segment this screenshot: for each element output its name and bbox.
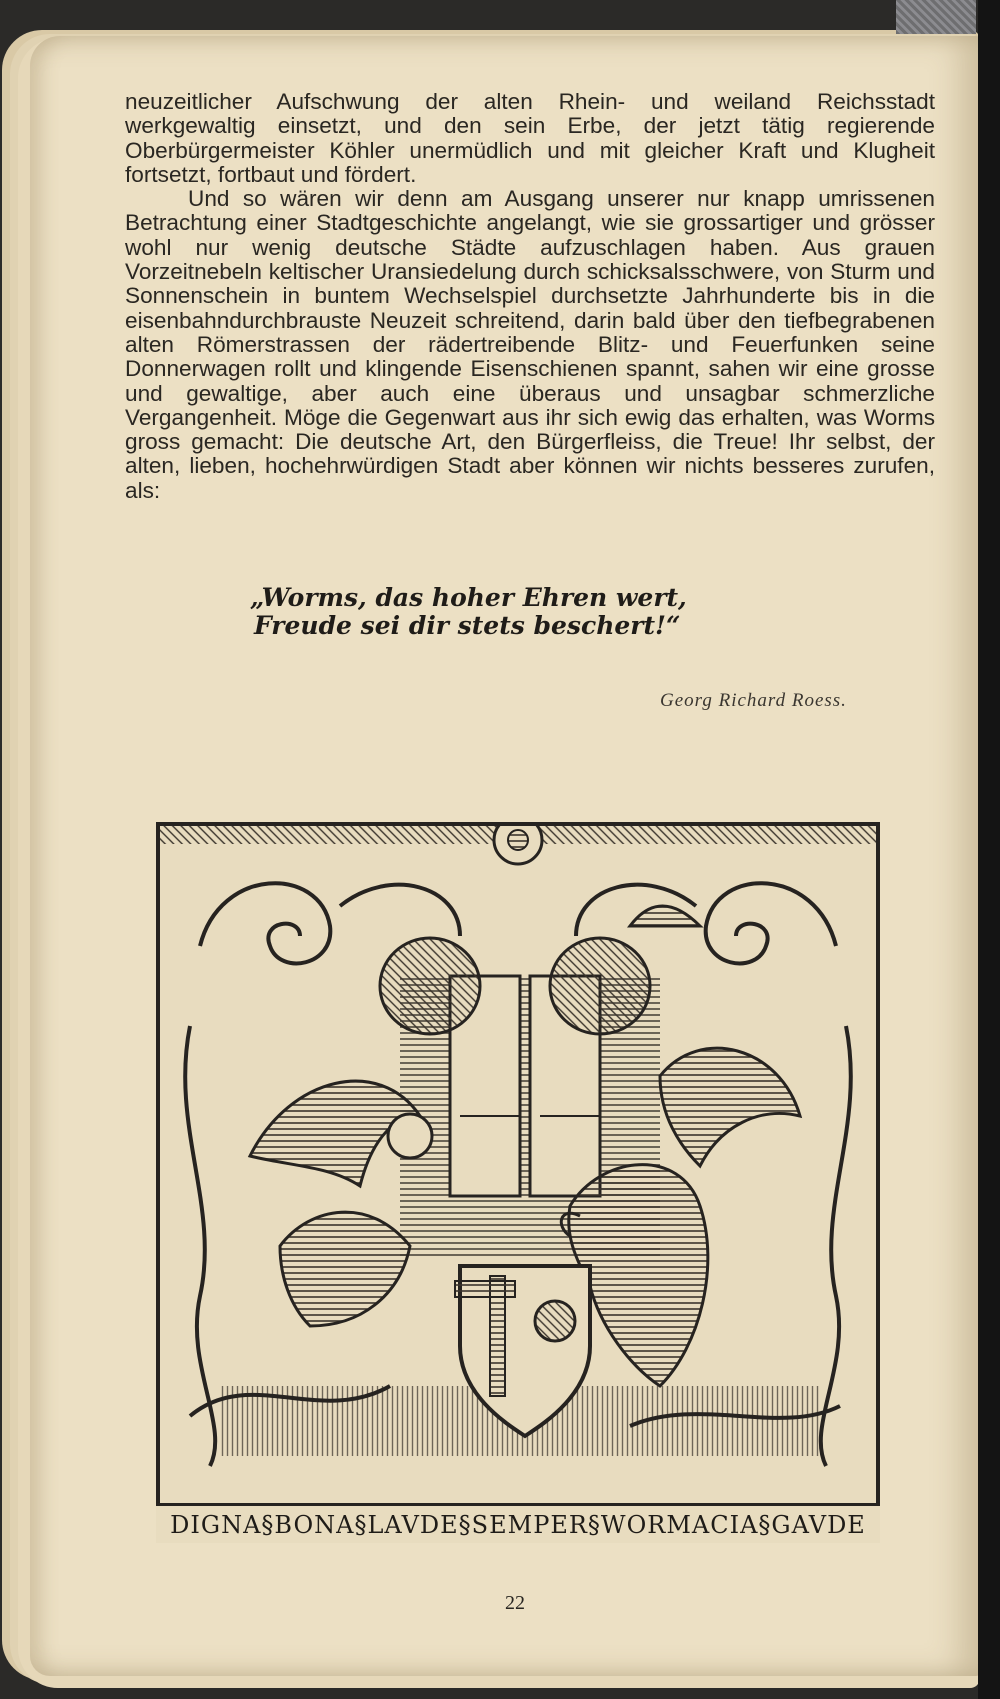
closing-quote <box>250 584 810 640</box>
quote-line-2: Freude sei dir stets beschert!“ <box>254 611 681 640</box>
color-calibration-tab <box>896 0 976 34</box>
woodcut-illustration <box>160 826 876 1506</box>
woodcut-motto: DIGNA§BONA§LAVDE§SEMPER§WORMACIA§GAVDE <box>156 1503 880 1543</box>
page-number: 22 <box>505 1592 525 1614</box>
quote-line-1: „Worms, das hoher Ehren wert, <box>250 583 687 612</box>
worms-coat-of-arms-woodcut <box>156 822 880 1542</box>
body-text <box>125 90 935 503</box>
paragraph-1: neuzeitlicher Aufschwung der alten Rhein- und weiland Reichsstadt werkgewaltig einsetzt, und den sein Erbe, der jetzt tätig regierende Oberbürgermeister Köhler unermüdlich und mit gleicher Kraft und Klugheit fortsetzt, fortbaut und fördert. <box>125 89 935 187</box>
author-signature: Georg Richard Roess. <box>660 690 847 711</box>
book-cover-edge <box>978 0 1000 1699</box>
paragraph-2: Und so wären wir denn am Ausgang unserer nur knapp umrissenen Betrachtung einer Stadtgeschichte angelangt, wie sie grossartiger und grösser wohl nur wenig deutsche Städte aufzuschlagen haben. Aus grauen Vorzeitnebeln keltischer Uransiedelung durch schicksalsschwere, von Sturm und Sonnenschein in buntem Wechselspiel durchsetzte Jahrhunderte bis in die eisenbahndurchbrauste Neuzeit schreitend, darin bald über den tiefbegrabenen alten Römerstrassen der rädertreibende Blitz- und Feuerfunken seine Donnerwagen rollt und klingende Eisenschienen spannt, sahen wir eine grosse und gewaltige, aber auch eine überaus und unsagbar schmerzliche Vergangenheit. Möge die Gegenwart aus ihr sich ewig das erhalten, was Worms gross gemacht: Die deutsche Art, den Bürgerfleiss, die Treue! Ihr selbst, der alten, lieben, hochehrwürdigen Stadt aber können wir nichts besseres zurufen, als: <box>125 186 935 503</box>
